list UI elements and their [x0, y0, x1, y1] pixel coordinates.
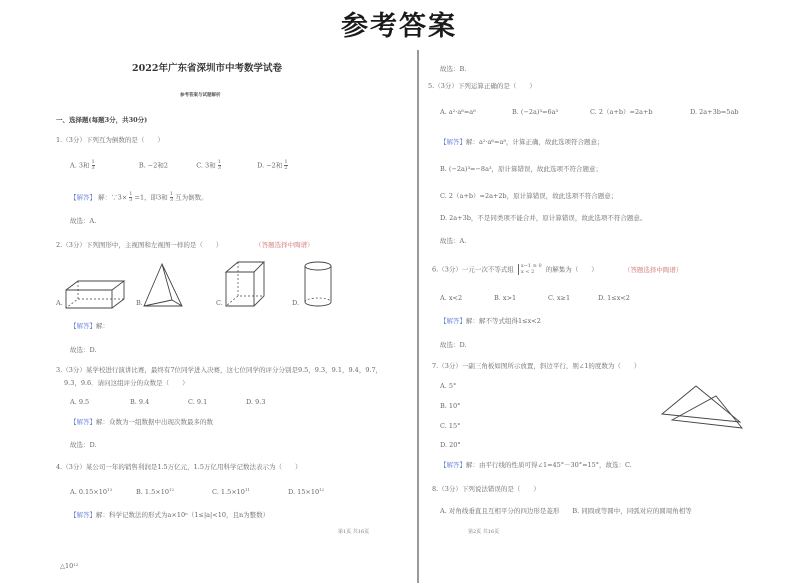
question-2-choice: 故选：D. [70, 346, 97, 354]
q1-option-a: A. 3和 [70, 161, 90, 170]
question-6-stem: 6.（3分）一元一次不等式组 x−1 ≥ 0 x < 2 的解集为（ ） （答题选择中陶谱） [432, 263, 683, 275]
cuboid-figure [64, 278, 128, 310]
q8-option-line: A. 对角线垂直且互相平分的四边形是菱形 B. 同圆或等圆中，同弧对应的圆周角相等 [440, 507, 692, 515]
q3-option-c: C. 9.1 [188, 398, 208, 406]
q5-option-a: A. a²·a⁶=a⁸ [440, 108, 476, 116]
q7-option-a: A. 5° [440, 382, 457, 390]
q2-label-b: B. [136, 299, 143, 307]
q4-option-d: D. $15\times 10^{12}$ [288, 487, 325, 497]
q4-option-b: B. $1.5\times 10^{12}$ [136, 487, 175, 497]
question-1-choice: 故选：A. [70, 217, 97, 225]
q3-option-a: A. 9.5 [70, 398, 90, 406]
page-title: 参考答案 [341, 11, 457, 42]
question-1-stem: 1.（3分）下列互为倒数的是（ ） [56, 136, 164, 144]
q2-label-a: A. [56, 299, 63, 307]
q6-option-a: A. x<2 [440, 294, 463, 302]
q5-solution-b: B. (−2a)³=−8a³，原计算错误，故此选项不符合题意； [440, 165, 603, 173]
q5-option-c: C. 2（a+b）=2a+b [590, 108, 653, 116]
question-3-choice: 故选：D. [70, 441, 97, 449]
q5-solution-d: D. 2a+3b，不是同类项不能合并，原计算错误，故此选项不符合题意。 [440, 214, 647, 222]
q5-option-d: D. 2a+3b=5ab [690, 108, 739, 116]
exam-sheet [20, 50, 780, 583]
question-5-choice: 故选：A. [440, 237, 467, 245]
question-3-stem-2: 9.3，9.6．请问这组评分的众数是（ ） [64, 379, 189, 387]
question-6-solution: 【解答】解：解不等式组得1≤x<2 [440, 317, 541, 325]
q1-option-b: B. −2和2 [138, 161, 169, 170]
document-title: 2022年广东省深圳市中考数学试卷 [132, 63, 282, 74]
q6-option-b: B. x>1 [494, 294, 517, 302]
page-number: 第1页 共16页 [338, 529, 370, 535]
previous-choice: 故选：B. [440, 65, 467, 73]
q1-option-d: D. −2和 [257, 161, 283, 170]
section-heading: 一、选择题(每题3分，共30分) [56, 116, 148, 124]
prism-figure [224, 260, 268, 310]
q3-option-b: B. 9.4 [130, 398, 150, 406]
question-8-stem: 8.（3分）下列说法错误的是（ ） [432, 485, 540, 493]
page-number: 第2页 共16页 [468, 529, 500, 535]
q7-option-c: C. 15° [440, 422, 461, 430]
q5-option-b: B. (−2a)³=6a³ [512, 108, 559, 116]
page-divider [417, 50, 419, 583]
question-1-solution: 【解答】 解：∵3× $\frac{1}{3}$ =1，即3和 $\frac{1}{3}$ 互为倒数。 [70, 191, 208, 203]
question-1-options [70, 160, 288, 171]
question-3-solution: 【解答】解：众数为一组数据中出现次数最多的数 [70, 418, 213, 426]
question-5-solution: 【解答】解：a²·a⁶=a⁸，计算正确，故此选项符合题意； [440, 138, 604, 146]
q7-option-d: D. 20° [440, 441, 461, 449]
page-2-fragment: △10¹² [60, 562, 79, 570]
cylinder-figure [302, 260, 338, 310]
q6-option-d: D. 1≤x<2 [598, 294, 630, 302]
question-4-solution: 【解答】解：科学记数法的形式为a×10ⁿ（1≤|a|<10，且n为整数） [70, 511, 270, 519]
question-7-solution: 【解答】解：由平行线的性质可得∠1=45°－30°=15°，故选：C. [440, 461, 632, 469]
question-2-solution: 【解答】解： [70, 322, 109, 330]
fraction: $\frac{1}{3}$ [91, 159, 95, 171]
q1-option-c: C. 3和 [196, 161, 216, 170]
q4-option-c: C. $1.5\times 10^{11}$ [212, 487, 251, 497]
q7-option-b: B. 10° [440, 402, 461, 410]
pyramid-figure [142, 262, 188, 310]
q6-option-c: C. x≥1 [548, 294, 571, 302]
triangle-rulers-figure [660, 382, 746, 430]
inequality-system: x−1 ≥ 0 x < 2 [518, 264, 542, 275]
document-subtitle: 参考答案与试题解析 [180, 93, 221, 98]
question-6-choice: 故选：D. [440, 341, 467, 349]
question-5-stem: 5.（3分）下列运算正确的是（ ） [428, 82, 536, 90]
q4-option-a: A. $0.15\times 10^{13}$ [70, 487, 113, 497]
fraction: $\frac{1}{2}$ [284, 159, 288, 171]
q3-option-d: D. 9.3 [246, 398, 266, 406]
question-7-stem: 7.（3分）一副三角板如图所示放置，斜边平行，则∠1的度数为（ ） [432, 362, 641, 370]
q2-label-c: C. [216, 299, 223, 307]
q2-label-d: D. [292, 299, 300, 307]
fraction: $\frac{1}{3}$ [217, 159, 221, 171]
question-2-stem: 2.（3分）下列图形中，主视图和左视图一样的是（ ） （答题选择中陶谱） [56, 241, 314, 249]
question-3-stem: 3.（3分）某学校进行演讲比赛，最终有7位同学进入决赛，这七位同学的评分分别是9.5，9.3，9.1，9.4，9.7， [56, 366, 383, 374]
q5-solution-c: C. 2（a+b）=2a+2b，原计算错误，故此选项不符合题意； [440, 192, 618, 200]
question-4-stem: 4.（3分）某公司一年的销售利润是1.5万亿元，1.5万亿用科学记数法表示为（ ） [56, 463, 302, 471]
